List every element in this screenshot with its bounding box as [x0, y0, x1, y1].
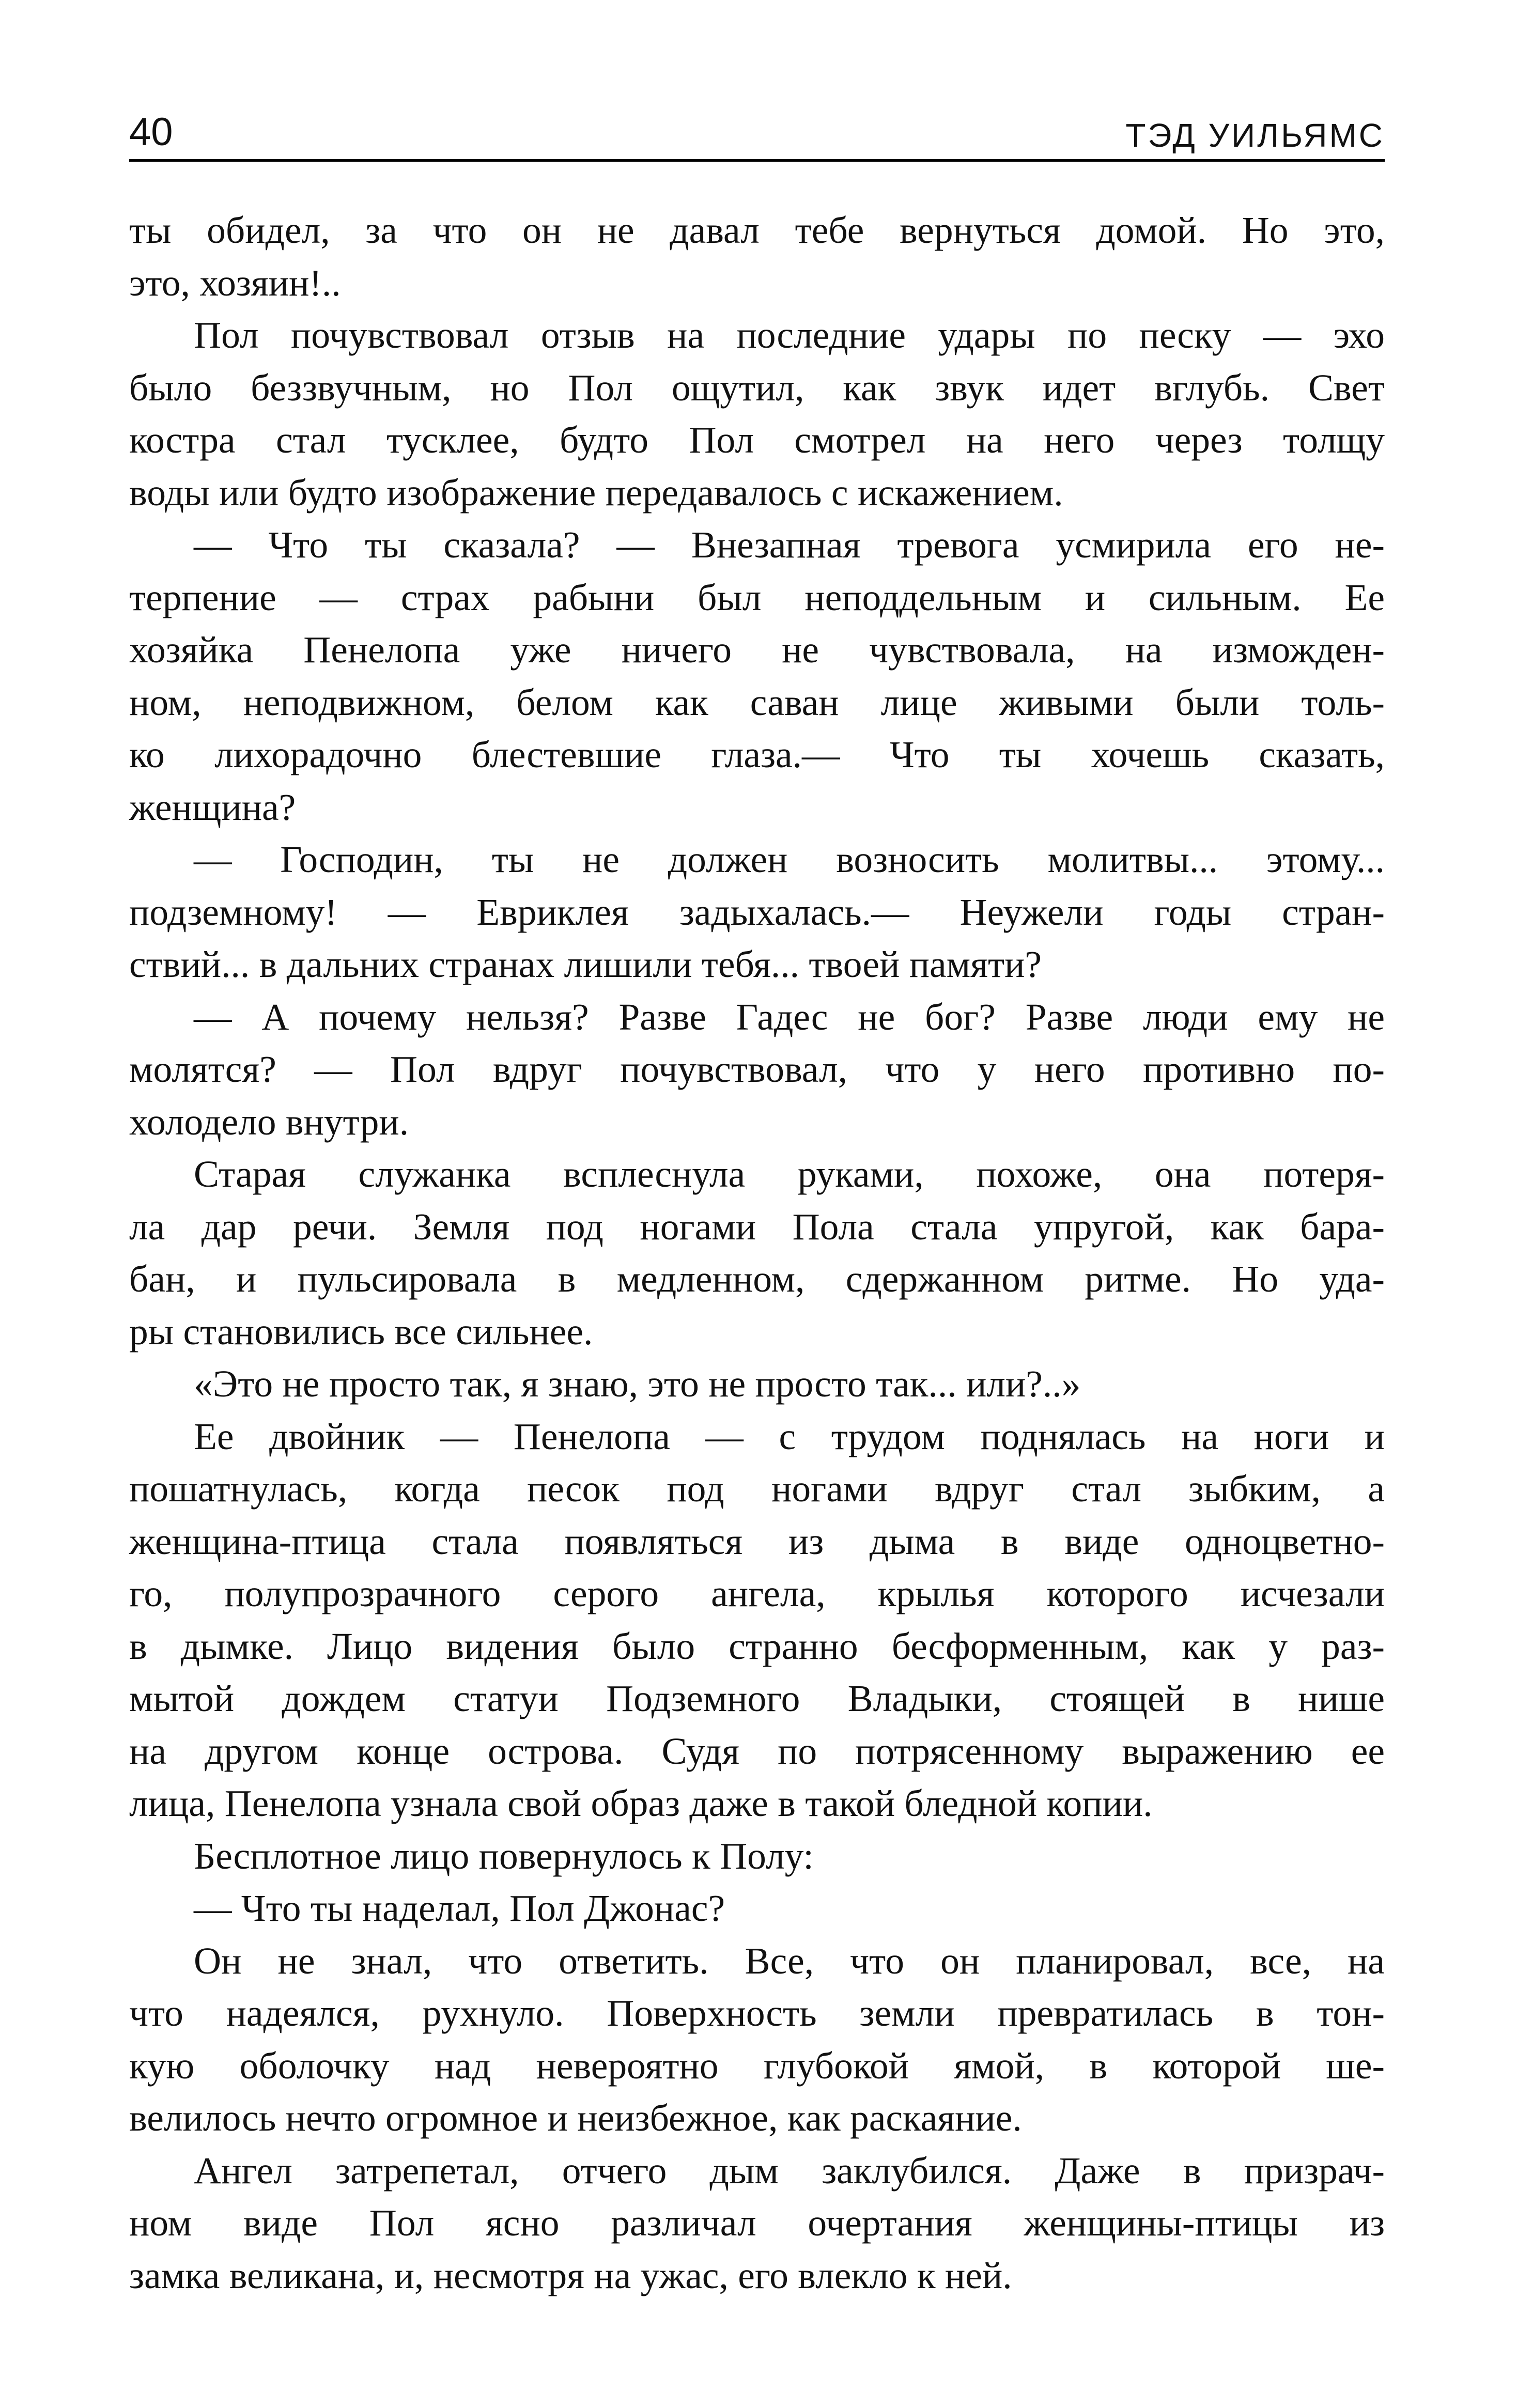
text-line: холодело внутри.: [129, 1100, 409, 1143]
text-line: подземному! — Евриклея задыхалась.— Неужели годы стран-: [129, 891, 1385, 933]
text-line: на другом конце острова. Судя по потрясенному выражению ее: [129, 1730, 1385, 1772]
text-line: — Господин, ты не должен возносить молитвы... этому...: [194, 838, 1385, 880]
text-line: ствий... в дальних странах лишили тебя... твоей памяти?: [129, 943, 1042, 985]
text-line: пошатнулась, когда песок под ногами вдруг стал зыбким, а: [129, 1468, 1385, 1510]
text-line: Ангел затрепетал, отчего дым заклубился. Даже в призрач-: [194, 2149, 1385, 2192]
text-line: что надеялся, рухнуло. Поверхность земли превратилась в тон-: [129, 1992, 1385, 2034]
page-header: [129, 102, 1385, 162]
text-line: бан, и пульсировала в медленном, сдержанном ритме. Но уда-: [129, 1258, 1385, 1300]
text-line: — Что ты наделал, Пол Джонас?: [194, 1887, 725, 1929]
text-line: Он не знал, что ответить. Все, что он планировал, все, на: [194, 1939, 1385, 1982]
text-line: молятся? — Пол вдруг почувствовал, что у него противно по-: [129, 1048, 1385, 1090]
text-line: в дымке. Лицо видения было странно бесформенным, как у раз-: [129, 1625, 1385, 1667]
text-line: мытой дождем статуи Подземного Владыки, стоящей в нише: [129, 1677, 1385, 1719]
text-line: ном, неподвижном, белом как саван лице живыми были толь-: [129, 681, 1385, 723]
text-line: костра стал тусклее, будто Пол смотрел на него через толщу: [129, 419, 1385, 461]
text-line: кую оболочку над невероятно глубокой ямой, в которой ше-: [129, 2044, 1385, 2087]
text-line: было беззвучным, но Пол ощутил, как звук идет вглубь. Свет: [129, 366, 1385, 409]
text-line: ном виде Пол ясно различал очертания женщины-птицы из: [129, 2202, 1385, 2244]
text-line: Ее двойник — Пенелопа — с трудом поднялась на ноги и: [194, 1415, 1385, 1457]
text-line: го, полупрозрачного серого ангела, крылья которого исчезали: [129, 1573, 1385, 1614]
text-line: замка великана, и, несмотря на ужас, его влекло к ней.: [129, 2254, 1012, 2296]
text-line: — Что ты сказала? — Внезапная тревога усмирила его не-: [194, 524, 1385, 566]
text-line: женщина-птица стала появляться из дыма в виде одноцветно-: [129, 1520, 1385, 1562]
text-line: терпение — страх рабыни был неподдельным и сильным. Ее: [129, 576, 1385, 618]
text-line: это, хозяин!..: [129, 261, 341, 304]
text-line: лица, Пенелопа узнала свой образ даже в такой бледной копии.: [129, 1782, 1153, 1824]
text-line: Пол почувствовал отзыв на последние удары по песку — эхо: [194, 314, 1385, 356]
page-number: 40: [129, 110, 173, 154]
running-head: ТЭД УИЛЬЯМС: [1125, 117, 1385, 154]
text-line: Бесплотное лицо повернулось к Полу:: [194, 1835, 814, 1877]
text-line: — А почему нельзя? Разве Гадес не бог? Разве люди ему не: [194, 996, 1385, 1038]
text-line: Старая служанка всплеснула руками, похоже, она потеря-: [194, 1153, 1385, 1195]
text-line: женщина?: [129, 786, 296, 828]
text-line: ры становились все сильнее.: [129, 1310, 593, 1353]
text-line: ты обидел, за что он не давал тебе вернуться домой. Но это,: [129, 209, 1385, 251]
body-text: [129, 204, 1385, 2302]
text-line: велилось нечто огромное и неизбежное, как раскаяние.: [129, 2097, 1022, 2139]
text-line: хозяйка Пенелопа уже ничего не чувствовала, на изможден-: [129, 629, 1385, 671]
text-line: ла дар речи. Земля под ногами Пола стала упругой, как бара-: [129, 1205, 1385, 1248]
text-line: «Это не просто так, я знаю, это не просто так... или?..»: [194, 1363, 1081, 1405]
text-line: ко лихорадочно блестевшие глаза.— Что ты хочешь сказать,: [129, 734, 1385, 775]
text-line: воды или будто изображение передавалось с искажением.: [129, 471, 1063, 514]
